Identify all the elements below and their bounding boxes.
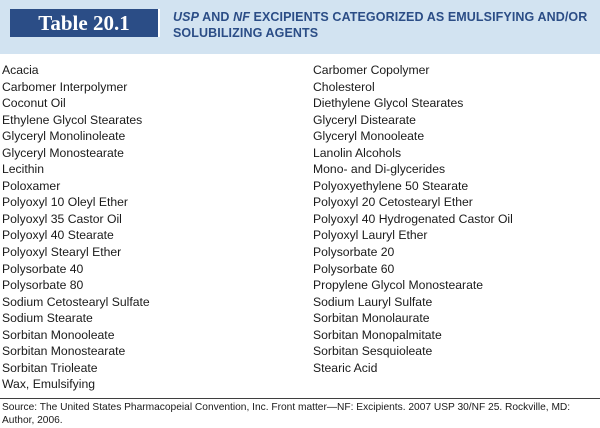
list-item: Polysorbate 80 [2, 278, 84, 293]
list-item: Sodium Stearate [2, 311, 93, 326]
list-item: Glyceryl Distearate [313, 112, 416, 127]
list-item: Polyoxyl Lauryl Ether [313, 228, 428, 243]
title-and: AND [199, 10, 234, 24]
list-item: Acacia [2, 63, 39, 77]
title-usp: USP [173, 10, 200, 24]
list-item: Carbomer Copolymer [313, 63, 430, 77]
list-item: Polysorbate 40 [2, 261, 84, 276]
list-item: Polyoxyl 20 Cetostearyl Ether [313, 195, 473, 210]
list-item: Cholesterol [313, 79, 375, 94]
list-item: Lecithin [2, 162, 45, 177]
list-item: Polyoxyethylene 50 Stearate [313, 178, 469, 193]
list-item: Polysorbate 20 [313, 245, 395, 260]
list-item: Sorbitan Monolaurate [313, 311, 430, 326]
list-item: Polyoxyl 40 Hydrogenated Castor Oil [313, 211, 513, 226]
excipient-list-right [313, 62, 513, 376]
divider-rule [0, 398, 600, 399]
table-number-label: Table 20.1 [10, 9, 160, 37]
list-item: Polyoxyl Stearyl Ether [2, 245, 122, 260]
table-header [0, 0, 600, 54]
title-rest: EXCIPIENTS CATEGORIZED AS EMULSIFYING AND/OR SOLUBILIZING AGENTS [173, 10, 588, 40]
list-item: Mono- and Di-glycerides [313, 162, 446, 177]
list-item: Sorbitan Trioleate [2, 360, 98, 375]
list-item: Carbomer Interpolymer [2, 79, 128, 94]
list-item: Sorbitan Sesquioleate [313, 344, 433, 359]
list-item: Ethylene Glycol Stearates [2, 112, 143, 127]
list-item: Glyceryl Monolinoleate [2, 129, 126, 144]
list-item: Sorbitan Monooleate [2, 327, 115, 342]
list-item: Polyoxyl 10 Oleyl Ether [2, 195, 128, 210]
excipient-list-left [2, 62, 150, 393]
list-item: Poloxamer [2, 178, 61, 193]
list-item: Sodium Cetostearyl Sulfate [2, 294, 150, 309]
title-nf: NF [233, 10, 250, 24]
list-item: Coconut Oil [2, 96, 66, 111]
list-item: Diethylene Glycol Stearates [313, 96, 464, 111]
list-item: Wax, Emulsifying [2, 377, 96, 392]
list-item: Lanolin Alcohols [313, 145, 402, 160]
list-item: Stearic Acid [313, 360, 378, 375]
list-item: Propylene Glycol Monostearate [313, 278, 484, 293]
list-item: Sodium Lauryl Sulfate [313, 294, 433, 309]
table-title [173, 9, 593, 41]
source-note: Source: The United States Pharmacopeial Convention, Inc. Front matter—NF: Excipients. 2007 USP 30/NF 25. Rockville, MD: Author, 2006. [2, 402, 571, 426]
list-item: Polyoxyl 35 Castor Oil [2, 211, 122, 226]
list-item: Polyoxyl 40 Stearate [2, 228, 114, 243]
list-item: Polysorbate 60 [313, 261, 395, 276]
list-item: Sorbitan Monopalmitate [313, 327, 442, 342]
list-item: Sorbitan Monostearate [2, 344, 126, 359]
list-item: Glyceryl Monooleate [313, 129, 425, 144]
list-item: Glyceryl Monostearate [2, 145, 124, 160]
